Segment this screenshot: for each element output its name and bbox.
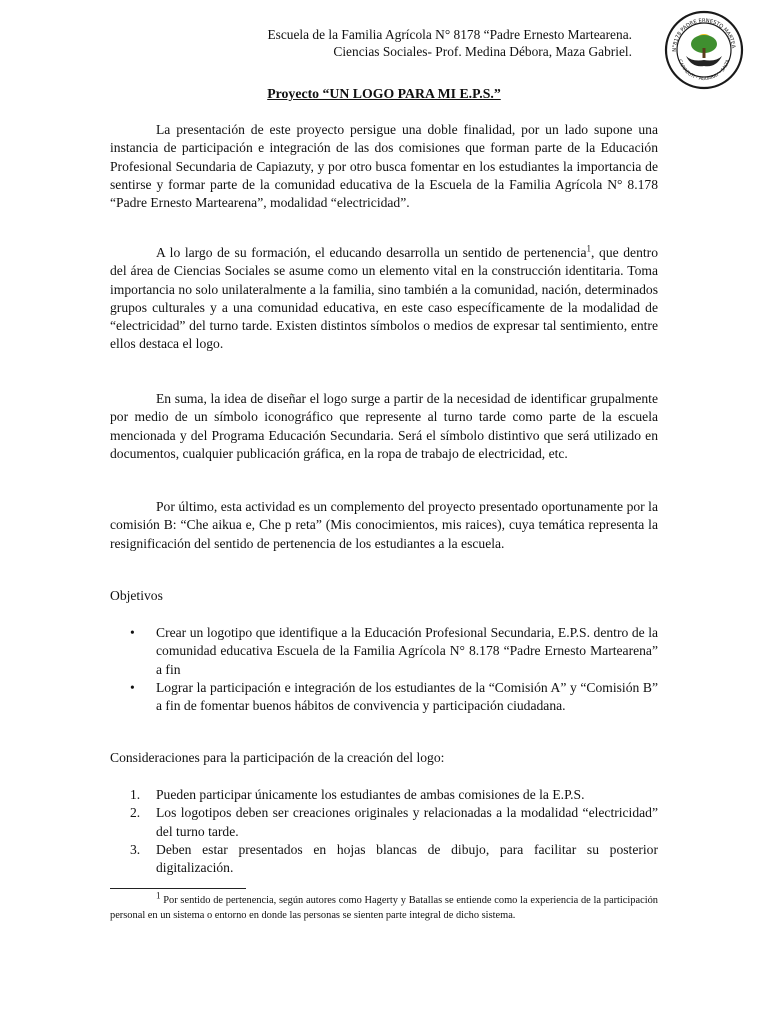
consideraciones-heading: Consideraciones para la participación de la creación del logo:: [110, 750, 445, 765]
list-item: [110, 786, 658, 804]
paragraph-text: La presentación de este proyecto persigue una doble finalidad, por un lado supone una instancia de participación e integración de las dos comisiones que forman parte de la Educación Profesional Secundaria de Capiazuty, y por otro busca fomentar en los estudiantes la importancia de sentirse y formar parte de la comunidad educativa de la Escuela de la Familia Agrícola N° 8.178 “Padre Ernesto Martearena”, modalidad “electricidad”.: [110, 122, 658, 211]
footnote-separator: [110, 888, 246, 889]
paragraph-complemento: [110, 498, 658, 553]
header-line-school: Escuela de la Familia Agrícola N° 8178 “Padre Ernesto Martearena.: [267, 27, 632, 42]
paragraph-intro: [110, 121, 658, 212]
seal-bottom-text: CAPIAZUTI - AGUARAY - SALTA: [676, 59, 732, 83]
school-seal-logo: [664, 10, 744, 90]
header-line-course: Ciencias Sociales- Prof. Medina Débora, Maza Gabriel.: [333, 44, 632, 59]
footnote-text: Por sentido de pertenencia, según autores como Hagerty y Batallas se entiende como la experiencia de la participación personal en un sistema o entorno en donde las personas se sienten parte integral de dicho sistema.: [110, 895, 658, 921]
list-number: 3.: [130, 841, 141, 857]
paragraph-text: Por último, esta actividad es un complemento del proyecto presentado oportunamente por la comisión B: “Che aikua e, Che p reta” (Mis conocimientos, mis raices), cuya temática representa la resignificación del sentido de pertenencia de los estudiantes a la escuela.: [110, 499, 658, 551]
list-item-text: Pueden participar únicamente los estudiantes de ambas comisiones de la E.P.S.: [156, 787, 585, 802]
list-number: 2.: [130, 805, 141, 821]
paragraph-text: [110, 244, 658, 354]
objetivos-heading: Objetivos: [110, 588, 163, 603]
list-item: [110, 624, 658, 679]
paragraph-text: En suma, la idea de diseñar el logo surge a partir de la necesidad de identificar grupalmente por medio de un símbolo iconográfico que represente al turno tarde como parte de la escuela mencionada y del Programa Educación Secundaria. Será el símbolo distintivo que será utilizado en documentos, cualquier publicación gráfica, en la ropa de trabajo de electricidad, etc.: [110, 391, 658, 461]
bullet-icon: •: [130, 625, 135, 640]
objetivos-list: [110, 624, 658, 715]
footnote: [110, 890, 658, 923]
list-item: [110, 679, 658, 716]
list-item: [110, 841, 658, 878]
footnote-mark: 1: [156, 890, 161, 901]
paragraph-part: A lo largo de su formación, el educando desarrolla un sentido de pertenencia: [156, 245, 587, 260]
list-item-text: Deben estar presentados en hojas blancas de dibujo, para facilitar su posterior digitalización.: [156, 841, 658, 876]
list-number: 1.: [130, 787, 141, 802]
list-item-text: Crear un logotipo que identifique a la Educación Profesional Secundaria, E.P.S. dentro de la comunidad educativa Escuela de la Familia Agrícola N° 8.178 “Padre Ernesto Martearena” a fin: [156, 625, 658, 677]
list-item: [110, 804, 658, 841]
paragraph-part: , que dentro del área de Ciencias Sociales se asume como un elemento vital en la construcción identitaria. Toma importancia no solo unilateralmente a la familia, sino también a la comunidad, nación, determinados grupos culturales y a una comunidad educativa, en este caso específicamente de la modalidad de “electricidad” del turno tarde. Existen distintos símbolos o medios de expresar tal sentimiento, entre ellos destaca el logo.: [110, 245, 658, 352]
tree-trunk: [703, 48, 706, 58]
paragraph-logo-idea: [110, 390, 658, 463]
document-title: Proyecto “UN LOGO PARA MI E.P.S.”: [267, 86, 501, 101]
seal-top-text: N°8178 PADRE ERNESTO MARTEA: [671, 17, 736, 52]
paragraph-pertenencia: [110, 244, 658, 354]
school-header: [267, 26, 632, 60]
list-item-text: Los logotipos deben ser creaciones originales y relacionadas a la modalidad “electricidad” del turno tarde.: [156, 805, 658, 839]
consideraciones-list: [110, 786, 658, 877]
bullet-icon: •: [130, 679, 135, 695]
list-item-text: Lograr la participación e integración de los estudiantes de la “Comisión A” y “Comisión B” a fin de fomentar buenos hábitos de convivencia y participación ciudadana.: [156, 679, 658, 714]
footnote-reference: 1: [586, 243, 592, 254]
